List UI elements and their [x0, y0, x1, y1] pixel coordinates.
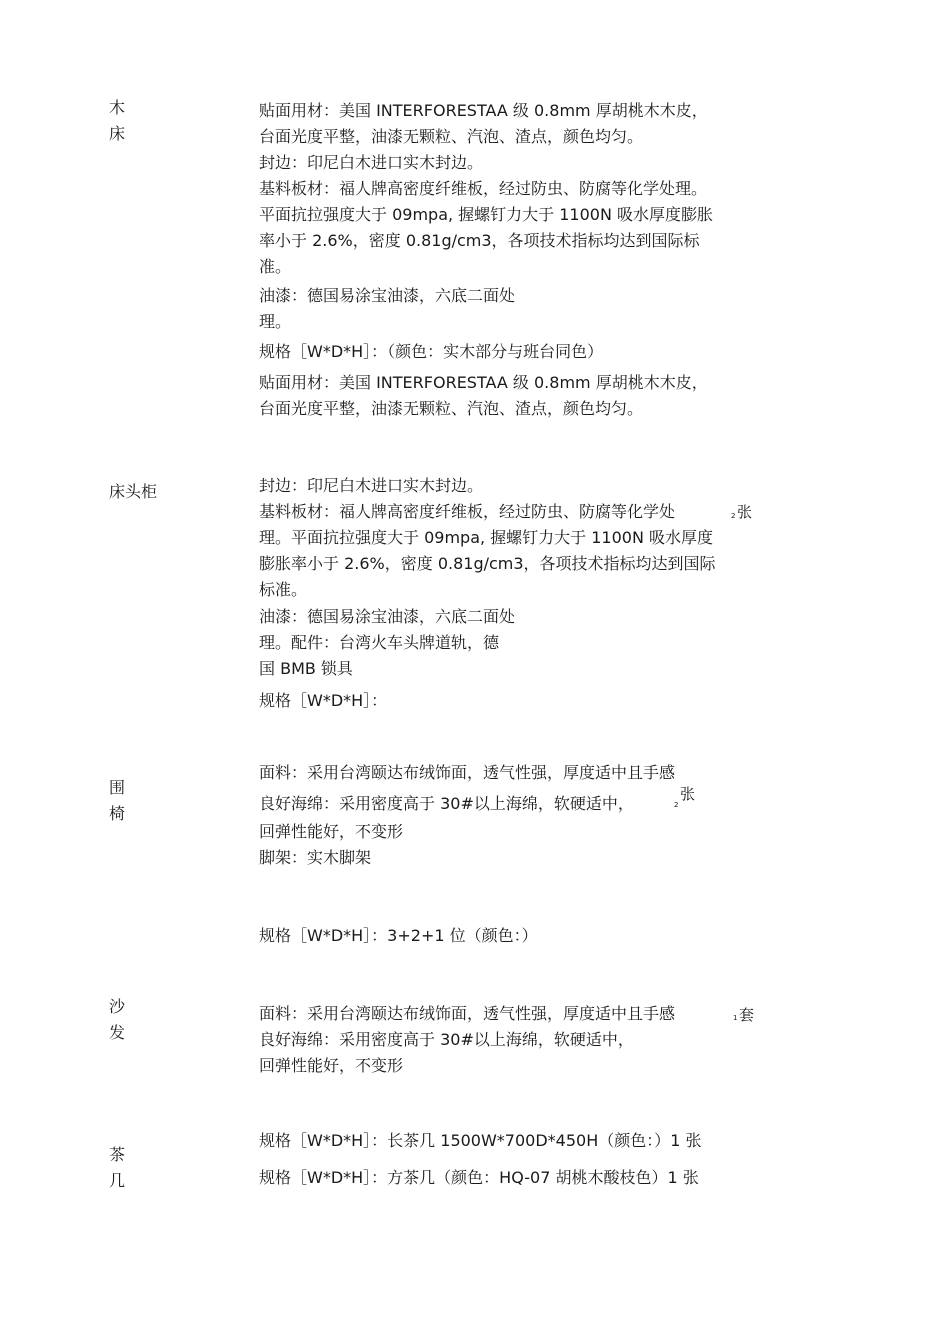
item-label-armchair-line1: 围 [109, 778, 126, 797]
spec-line: 膨胀率小于 2.6%，密度 0.81g/cm3，各项技术指标均达到国际 [259, 554, 716, 573]
item-label-bed-line1: 木 [109, 98, 126, 117]
spec-line: 封边：印尼白木进口实木封边。 [259, 153, 484, 172]
item-label-sofa-line2: 发 [109, 1023, 126, 1042]
spec-line: 贴面用材：美国 INTERFORESTAA 级 0.8mm 厚胡桃木木皮， [259, 373, 708, 392]
spec-line: 面料：采用台湾颐达布绒饰面，透气性强，厚度适中且手感 [259, 763, 676, 782]
spec-line: 良好海绵：采用密度高于 30#以上海绵，软硬适中， [259, 1030, 634, 1049]
spec-line: 回弹性能好，不变形 [259, 1056, 404, 1075]
item-label-bed-line2: 床 [109, 124, 126, 143]
spec-line: 基料板材：福人牌高密度纤维板，经过防虫、防腐等化学处理。 [259, 179, 708, 198]
item-label-sofa-line1: 沙 [109, 997, 126, 1016]
spec-line: 理。配件：台湾火车头牌道轨，德 [259, 633, 500, 652]
quantity-unit: 张 [680, 785, 696, 803]
spec-line: 脚架：实木脚架 [259, 848, 372, 867]
spec-line: 封边：印尼白木进口实木封边。 [259, 476, 484, 495]
quantity-number: 2 [731, 512, 736, 520]
spec-line: 理。 [259, 312, 292, 331]
spec-line: 贴面用材：美国 INTERFORESTAA 级 0.8mm 厚胡桃木木皮， [259, 101, 708, 120]
spec-line: 规格［W*D*H］：方茶几（颜色：HQ-07 胡桃木酸枝色）1 张 [259, 1168, 699, 1187]
quantity-unit: 张 [737, 503, 753, 521]
item-label-armchair-line2: 椅 [109, 804, 126, 823]
spec-line: 基料板材：福人牌高密度纤维板，经过防虫、防腐等化学处 [259, 502, 676, 521]
spec-line: 台面光度平整，油漆无颗粒、汽泡、渣点，颜色均匀。 [259, 399, 644, 418]
quantity-number: 1 [733, 1014, 738, 1022]
spec-line: 规格［W*D*H］： [259, 691, 388, 710]
spec-line: 良好海绵：采用密度高于 30#以上海绵，软硬适中， [259, 794, 634, 813]
item-label-nightstand: 床头柜 [109, 482, 158, 501]
spec-line: 台面光度平整，油漆无颗粒、汽泡、渣点，颜色均匀。 [259, 127, 644, 146]
spec-line: 标准。 [259, 580, 308, 599]
spec-line: 率小于 2.6%，密度 0.81g/cm3，各项技术指标均达到国际标 [259, 231, 700, 250]
spec-line: 准。 [259, 257, 292, 276]
spec-line: 面料：采用台湾颐达布绒饰面，透气性强，厚度适中且手感 [259, 1004, 676, 1023]
quantity-unit: 套 [739, 1006, 755, 1024]
item-label-coffee-table-line1: 茶 [109, 1145, 126, 1164]
item-label-coffee-table-line2: 几 [109, 1171, 126, 1190]
spec-line: 规格［W*D*H］：长茶几 1500W*700D*450H（颜色：）1 张 [259, 1131, 702, 1150]
spec-line: 油漆：德国易涂宝油漆，六底二面处 [259, 607, 516, 626]
spec-line: 理。平面抗拉强度大于 09mpa, 握螺钉力大于 1100N 吸水厚度 [259, 528, 714, 547]
quantity-number: 2 [674, 801, 679, 809]
spec-line: 回弹性能好，不变形 [259, 822, 404, 841]
spec-line: 平面抗拉强度大于 09mpa, 握螺钉力大于 1100N 吸水厚度膨胀 [259, 205, 714, 224]
spec-line: 油漆：德国易涂宝油漆，六底二面处 [259, 286, 516, 305]
spec-line: 规格［W*D*H］：3+2+1 位（颜色：） [259, 926, 538, 945]
spec-line: 规格［W*D*H］：（颜色：实木部分与班台同色） [259, 342, 604, 361]
spec-line: 国 BMB 锁具 [259, 659, 353, 678]
